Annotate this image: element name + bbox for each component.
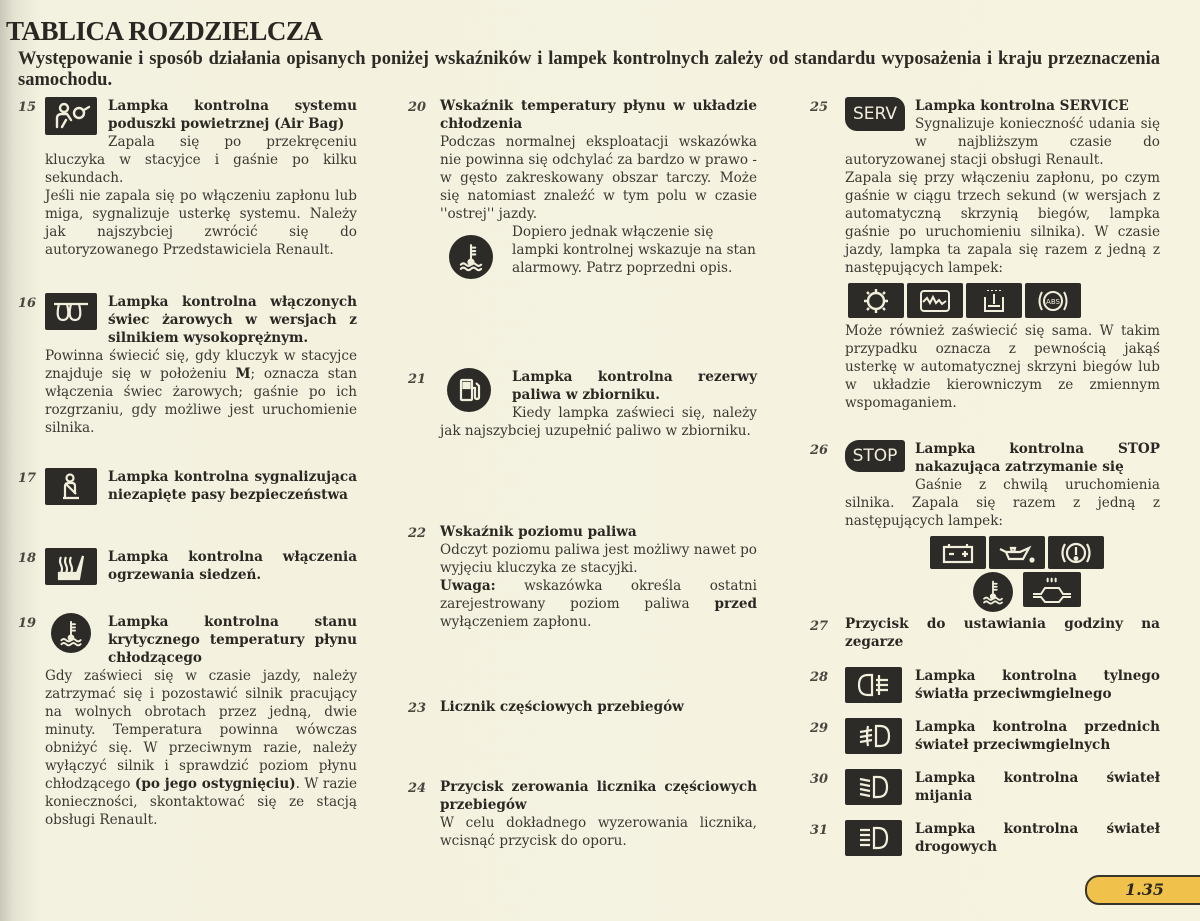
rear-fog-light-icon	[845, 667, 902, 703]
intro-text: Występowanie i sposób działania opisanych poniżej wskaźników i lampek kontrolnych zależy od standardu wyposażenia i kraju przeznaczenia samochodu.	[18, 49, 1160, 90]
entry-temperature-gauge	[440, 97, 757, 295]
high-beam-icon	[845, 820, 902, 856]
item-number: 28	[810, 670, 829, 685]
entry-seat-heating	[45, 548, 357, 586]
entry-title: Lampka kontrolna SERVICE	[915, 98, 1129, 114]
entry-high-beam	[845, 820, 1160, 858]
body-text: Gdy zaświeci się w czasie jazdy, należy zatrzymać się i pozostawić silnik pracujący na wolnych obrotach przez jedną, dwie minuty. Temperatura powinna wówczas obniżyć się. W przeciwnym razie, należy wyłączyć silnik i sprawdzić poziom płynu chłodzącego	[45, 668, 357, 792]
entry-low-beam	[845, 769, 1160, 807]
entry-coolant-critical	[45, 613, 357, 829]
item-number: 25	[810, 100, 829, 115]
coolant-temperature-icon	[973, 572, 1013, 612]
entry-front-fog	[845, 718, 1160, 756]
stop-icon	[845, 440, 905, 472]
item-number: 20	[408, 100, 427, 115]
entry-note	[440, 577, 757, 631]
related-lamps	[848, 283, 1160, 318]
item-number: 29	[810, 721, 829, 736]
fuel-icon	[447, 368, 491, 412]
item-number: 31	[810, 823, 829, 838]
item-number: 15	[18, 100, 37, 115]
entry-title: Lampka kontrolna tylnego światła przeciwmgielnego	[915, 668, 1160, 702]
entry-body: Jeśli nie zapala się po włączeniu zapłonu lub miga, sygnalizuje usterkę systemu. Należy jak najszybciej zwrócić się do autoryzowanego Przedstawiciela Renault.	[45, 188, 357, 258]
entry-body: W celu dokładnego wyzerowania licznika, wcisnąć przycisk do oporu.	[440, 815, 757, 849]
entry-body	[45, 347, 357, 437]
entry-title: Lampka kontrolna świateł drogowych	[915, 821, 1160, 855]
entry-title: Lampka kontrolna przednich świateł przeciwmgielnych	[915, 719, 1160, 753]
gearbox-warning-icon	[848, 283, 904, 318]
body-text: ; oznacza stan włączenia świec żarowych; gaśnie po ich rozgrzaniu, gdy możliwe jest uruchomienie silnika.	[45, 366, 357, 436]
entry-body: Gaśnie z chwilą uruchomienia silnika. Zapala się razem z jedną z następujących lampek:	[845, 477, 1160, 529]
entry-title: Lampka kontrolna STOP nakazująca zatrzymanie się	[915, 441, 1160, 475]
item-number: 16	[18, 296, 37, 311]
item-number: 21	[408, 372, 427, 387]
body-text: Powinna świecić się, gdy kluczyk w stacyjce znajduje się w położeniu	[45, 348, 357, 382]
entry-rear-fog	[845, 667, 1160, 705]
oil-pressure-icon	[989, 536, 1045, 569]
entry-body: Dopiero jednak włączenie się lampki kontrolnej wskazuje na stan alarmowy. Patrz poprzedni opis.	[512, 224, 756, 276]
seatbelt-icon	[45, 468, 97, 505]
stop-related-lamps-row2	[973, 572, 1081, 612]
entry-title: Lampka kontrolna sygnalizująca niezapięte pasy bezpieczeństwa	[108, 469, 357, 503]
low-beam-icon	[845, 769, 902, 805]
body-text: wskazówka określa ostatni zarejestrowany poziom paliwa	[440, 578, 757, 612]
entry-title: Wskaźnik temperatury płynu w układzie chłodzenia	[440, 98, 757, 132]
entry-seatbelt	[45, 468, 357, 518]
front-fog-light-icon	[845, 718, 902, 754]
body-bold: M	[235, 366, 251, 382]
entry-service	[845, 97, 1160, 412]
body-bold: (po jego ostygnięciu)	[134, 776, 296, 792]
item-number: 27	[810, 619, 829, 634]
item-number: 26	[810, 443, 829, 458]
entry-body: Podczas normalnej eksploatacji wskazówka nie powinna się odchylać za bardzo w prawo - w gęsto zakreskowany obszar tarczy. Może się natomiast znaleźć w tym polu w czasie ''ostrej'' jazdy.	[440, 134, 757, 222]
entry-title: Przycisk do ustawiania godziny na zegarze	[845, 616, 1160, 650]
stop-related-lamps-row1	[930, 536, 1104, 569]
abs-label: ABS	[1046, 297, 1060, 306]
entry-title: Lampka kontrolna systemu poduszki powietrznej (Air Bag)	[108, 98, 357, 132]
entry-title: Lampka kontrolna rezerwy paliwa w zbiorniku.	[512, 369, 757, 403]
entry-body: Zapala się przy włączeniu zapłonu, po czym gaśnie w ciągu trzech sekund (w wersjach z automatyczną skrzynią biegów, lampka gaśnie po uruchomieniu silnika). W czasie jazdy, lampka ta zapala się razem z jedną z następujących lampek:	[845, 170, 1160, 276]
entry-title: Lampka kontrolna włączonych świec żarowych w wersjach z silnikiem wysokoprężnym.	[108, 294, 357, 346]
page-number-tab	[1085, 875, 1200, 905]
entry-title: Licznik częściowych przebiegów	[440, 699, 684, 715]
entry-clock-button	[845, 615, 1160, 651]
catalytic-converter-icon	[1023, 572, 1081, 607]
entry-fuel-reserve	[440, 368, 757, 440]
item-number: 22	[408, 526, 427, 541]
entry-title: Lampka kontrolna włączenia ogrzewania siedzeń.	[108, 549, 357, 583]
body-text: wyłączeniem zapłonu.	[440, 614, 592, 630]
item-number: 18	[18, 551, 37, 566]
item-number: 24	[408, 781, 427, 796]
note-label: Uwaga:	[440, 578, 496, 594]
coolant-temperature-icon	[449, 235, 493, 279]
entry-body: Odczyt poziomu paliwa jest możliwy nawet po wyjęciu kluczyka ze stacyjki.	[440, 542, 757, 576]
seat-heating-icon	[45, 548, 97, 585]
airbag-icon	[45, 97, 97, 135]
battery-icon	[930, 536, 986, 569]
service-icon	[845, 97, 905, 131]
entry-title: Wskaźnik poziomu paliwa	[440, 524, 637, 540]
entry-trip-reset	[440, 778, 757, 850]
item-number: 19	[18, 616, 37, 631]
brake-warning-icon	[1048, 536, 1104, 569]
entry-body: Może również zaświecić się sama. W takim przypadku oznacza z pewnością jakąś usterkę w automatycznej skrzyni biegów lub w układzie kierowniczym ze zmiennym wspomaganiem.	[845, 323, 1160, 411]
entry-body: Zapala się po przekręceniu kluczyka w stacyjce i gaśnie po kilku sekundach.	[45, 134, 357, 186]
entry-airbag	[45, 97, 357, 259]
entry-body	[45, 667, 357, 829]
abs-icon	[1025, 283, 1081, 318]
coolant-temperature-icon	[51, 613, 91, 653]
entry-fuel-gauge	[440, 523, 757, 631]
item-number: 30	[810, 772, 829, 787]
item-number: 23	[408, 701, 427, 716]
steering-warning-icon	[907, 283, 963, 318]
page-number: 1.35	[1125, 880, 1164, 899]
entry-stop	[845, 440, 1160, 530]
entry-body: Sygnalizuje konieczność udania się w najbliższym czasie do autoryzowanej stacji obsługi Renault.	[845, 116, 1160, 168]
entry-title: Lampka kontrolna świateł mijania	[915, 770, 1160, 804]
entry-title: Lampka kontrolna stanu krytycznego temperatury płynu chłodzącego	[108, 614, 357, 666]
entry-glow-plug	[45, 293, 357, 437]
entry-title: Przycisk zerowania licznika częściowych przebiegów	[440, 779, 757, 813]
body-bold: przed	[714, 596, 757, 612]
item-number: 17	[18, 471, 37, 486]
entry-body: Kiedy lampka zaświeci się, należy jak najszybciej uzupełnić paliwo w zbiorniku.	[440, 405, 757, 439]
fluid-level-icon	[966, 283, 1022, 318]
entry-trip-counter	[440, 698, 757, 716]
page-title: TABLICA ROZDZIELCZA	[6, 16, 323, 46]
glow-plug-icon	[45, 293, 97, 330]
stop-icon-label: STOP	[852, 446, 898, 466]
body-text: . W razie konieczności, skontaktować się ze stacją obsługi Renault.	[45, 776, 358, 828]
service-icon-label: SERV	[852, 104, 898, 124]
